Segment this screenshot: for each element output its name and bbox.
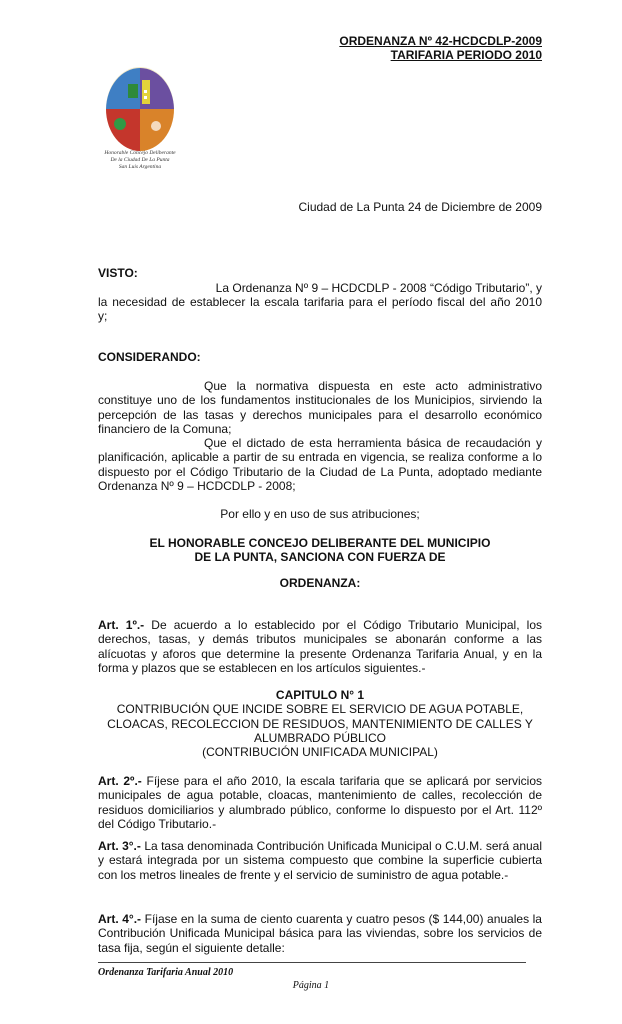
article-3-text: La tasa denominada Contribución Unificada Municipal o C.U.M. será anual y estará integrada por un sistema compuesto que combine la superficie cubierta con los metros lineales de frente y el servicio de suministro de agua potable.- bbox=[98, 839, 543, 882]
ordinance-number: ORDENANZA Nº 42-HCDCDLP-2009 bbox=[339, 34, 542, 48]
article-1 bbox=[98, 618, 542, 675]
ordenanza-heading: ORDENANZA: bbox=[279, 576, 361, 590]
article-3-label: Art. 3°.- bbox=[98, 839, 141, 853]
chapter-1: CAPITULO N° 1 CONTRIBUCIÓN QUE INCIDE SOBRE EL SERVICIO DE AGUA POTABLE, CLOACAS, RECOLECCION DE RESIDUOS, MANTENIMIENTO DE CALLES Y ALUMBRADO PÚBLICO (CONTRIBUCIÓN UNIFICADA MUNICIPAL) bbox=[98, 688, 542, 759]
visto-heading: VISTO: bbox=[98, 266, 138, 280]
council-logo-icon bbox=[90, 66, 190, 152]
por-ello-line: Por ello y en uso de sus atribuciones; bbox=[220, 507, 420, 521]
visto-line-1: La Ordenanza Nº 9 – HCDCDLP - 2008 “Código Tributario”, y bbox=[215, 281, 542, 295]
considerando-para-1: Que la normativa dispuesta en este acto administrativo constituye uno de los fundamentos institucionales de los Municipios, sirviendo la percepción de las tasas y derechos municipales para el desarrollo económico financiero de la Comuna; bbox=[98, 379, 542, 436]
article-1-label: Art. 1º.- bbox=[98, 618, 145, 632]
logo-caption: Honorable Concejo Deliberante De la Ciudad De La Punta San Luis Argentina bbox=[104, 150, 176, 170]
visto-line-2: la necesidad de establecer la escala tarifaria para el período fiscal del año 2010 bbox=[98, 295, 542, 309]
page-number: Página 1 bbox=[292, 980, 330, 991]
article-2 bbox=[98, 774, 542, 831]
sanciona-line-1: EL HONORABLE CONCEJO DELIBERANTE DEL MUNICIPIO bbox=[149, 536, 491, 550]
article-4-text: Fíjase en la suma de ciento cuarenta y cuatro pesos ($ 144,00) anuales la Contribución Unificada Municipal básica para las viviendas, sobre los servicios de tasa fija, según el siguiente detalle: bbox=[98, 912, 542, 955]
article-4-label: Art. 4°.- bbox=[98, 912, 142, 926]
article-3 bbox=[98, 839, 542, 882]
article-1-text: De acuerdo a lo establecido por el Código Tributario Municipal, los derechos, tasas, y demás tributos municipales se abonarán conforme a las alícuotas y aforos que determine la presente Ordenanza Tarifaria Anual, y en la forma y plazos que se establecen en los artículos siguientes.- bbox=[98, 618, 542, 675]
document-header bbox=[339, 34, 542, 62]
chapter-title: CAPITULO N° 1 bbox=[275, 688, 365, 702]
sanciona-line-2: DE LA PUNTA, SANCIONA CON FUERZA DE bbox=[194, 550, 446, 564]
document-date: Ciudad de La Punta 24 de Diciembre de 2009 bbox=[298, 200, 542, 214]
footer-title: Ordenanza Tarifaria Anual 2010 bbox=[98, 967, 234, 978]
ordinance-subtitle: TARIFARIA PERIODO 2010 bbox=[390, 48, 542, 62]
article-2-label: Art. 2º.- bbox=[98, 774, 142, 788]
considerando-heading: CONSIDERANDO: bbox=[98, 350, 201, 364]
article-2-text: Fíjese para el año 2010, la escala tarifaria que se aplicará por servicios municipales de agua potable, cloacas, mantenimiento de calles, recolección de residuos domiciliarios y alumbrado público, conforme lo dispuesto por el Art. 112º del Código Tributario.- bbox=[98, 774, 542, 831]
article-4 bbox=[98, 912, 542, 955]
visto-line-3: y; bbox=[98, 309, 108, 323]
footer-divider bbox=[98, 962, 526, 963]
considerando-para-2: Que el dictado de esta herramienta básica de recaudación y planificación, aplicable a partir de su entrada en vigencia, se realiza conforme a lo dispuesto por el Código Tributario de la Ciudad de La Punta, adoptado mediante Ordenanza Nº 9 – HCDCDLP - 2008; bbox=[98, 436, 542, 493]
